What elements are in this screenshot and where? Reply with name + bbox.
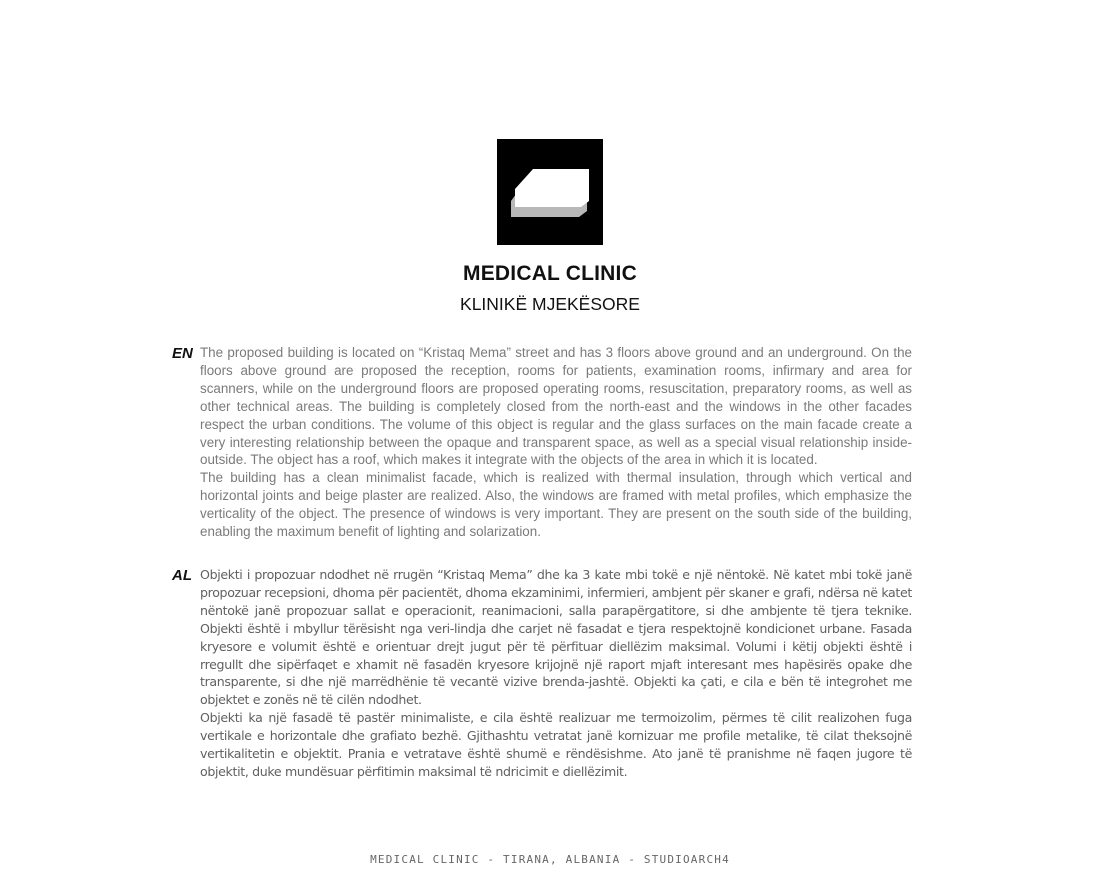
footer-caption: MEDICAL CLINIC - TIRANA, ALBANIA - STUDIOARCH4 (370, 853, 730, 866)
logo (497, 139, 603, 245)
logo-mass (515, 169, 589, 207)
description-en-paragraph: The proposed building is located on “Kristaq Mema” street and has 3 floors above ground and an underground. On the floors above ground are proposed the reception, rooms for patients, examination rooms, infirmary and area for scanners, while on the underground floors are proposed operating rooms, resuscitation, preparatory rooms, as well as other technical areas. The building is completely closed from the north-east and the windows in the other facades respect the urban conditions. The volume of this object is regular and the glass surfaces on the main facade create a very interesting relationship between the opaque and transparent space, as well as a special visual relationship inside-outside. The object has a roof, which makes it integrate with the objects of the area in which it is located. (200, 345, 912, 468)
description-en-paragraph: The building has a clean minimalist facade, which is realized with thermal insulation, through which vertical and horizontal joints and beige plaster are realized. Also, the windows are framed with metal profiles, which emphasize the verticality of the object. The presence of windows is very important. They are present on the south side of the building, enabling the maximum benefit of lighting and solarization. (200, 470, 912, 540)
language-tag-en: EN (172, 345, 193, 362)
page-subtitle: KLINIKË MJEKËSORE (460, 294, 640, 314)
page-title: MEDICAL CLINIC (463, 262, 637, 285)
description-al-paragraph: Objekti ka një fasadë të pastër minimaliste, e cila është realizuar me termoizolim, përmes të cilit realizohen fuga vertikale e horizontale dhe grafiato bezhë. Gjithashtu vetratat janë kornizuar me profile metalike, të cilat theksojnë vertikalitetin e objektit. Prania e vetratave është shumë e rëndësishme. Ato janë të pranishme në faqen jugore të objektit, duke mundësuar përfitimin maksimal të ndricimit e diellëzimit. (200, 710, 912, 779)
language-tag-al: AL (172, 567, 192, 584)
building-massing-icon (497, 139, 603, 245)
description-al (200, 566, 912, 781)
description-en (200, 344, 912, 541)
description-al-paragraph: Objekti i propozuar ndodhet në rrugën “Kristaq Mema” dhe ka 3 kate mbi tokë e një nëntokë. Në katet mbi tokë janë propozuar recepsioni, dhoma për pacientët, dhoma ekzaminimi, infermieri, ambjent për skaner e grafi, ndërsa në katet nëntokë janë propozuar sallat e operacionit, reanimacioni, salla parapërgatitore, si dhe ambjente të tjera teknike. Objekti është i mbyllur tërësisht nga veri-lindja dhe carjet në fasadat e tjera respektojnë kondicionet urbane. Fasada kryesore e volumit është e orientuar drejt jugut për të përfituar diellëzim maksimal. Volumi i këtij objekti është i rregullt dhe sipërfaqet e xhamit në fasadën kryesore krijojnë një raport mjaft interesant mes hapësirës opake dhe transparente, si dhe një marrëdhënie të vecantë vizive brenda-jashtë. Objekti ka çati, e cila e bën të integrohet me objektet e zonës në të cilën ndodhet. (200, 567, 912, 708)
